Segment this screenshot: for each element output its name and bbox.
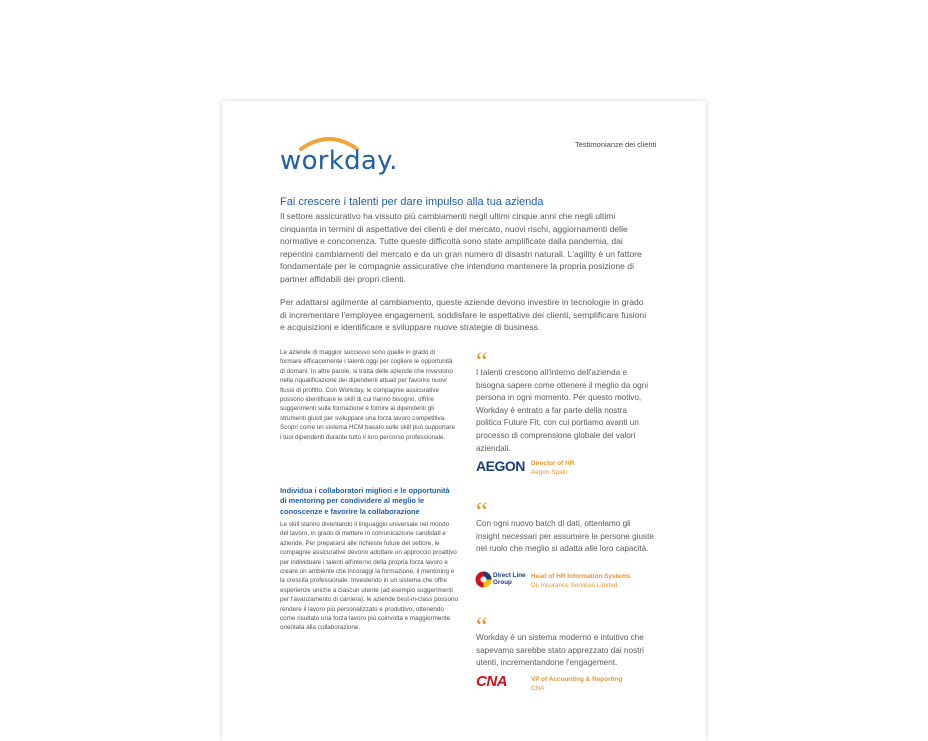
testimonial-company: Aegon Spain	[531, 469, 568, 476]
testimonial-role: VP of Accounting & Reporting	[531, 676, 623, 683]
testimonial-quote: I talenti crescono all'interno dell'azienda e bisogna sapere come ottenere il meglio da ogni persona in ogni momento. Per questo motivo, Workday è entrato a far parte della nostra politica Future Fit, con cui portiamo avanti un processo di comprensione globale dei valori aziendali.	[476, 368, 649, 453]
quote-mark-icon: “	[476, 612, 488, 641]
direct-line-logo	[493, 573, 526, 587]
quote-mark-icon: “	[476, 347, 488, 376]
testimonial-role: Head of HR Information Systems	[531, 573, 631, 580]
direct-line-logo-icon	[475, 571, 492, 588]
testimonial-attribution	[531, 459, 574, 477]
intro-paragraph-1: Il settore assicurativo ha vissuto più cambiamenti negli ultimi cinque anni che negli ultimi cinquanta in termini di aspettative dei clienti e del mercato, nuovi rischi, aggiornamenti delle normative e concorrenza. Tutte queste difficoltà sono state amplificate dalla pandemia, dai repentini cambiamenti del mercato e da un gran numero di disastri naturali. L'agility è un fattore fondamentale per le compagnie assicurative che intendono mantenere la propria posizione di partner affidabili dei propri clienti.	[280, 211, 642, 284]
left-column-paragraph-2: Le skill stanno diventando il linguaggio universale nel mondo del lavoro, in grado di mettere in comunicazione candidati e aziende. Per prepararsi alle richieste future del settore, le compagnie assicurative devono adottare un approccio proattivo per individuare i talenti all'interno della propria forza lavoro e creare un ambiente che incoraggi la formazione, il mentoring e la crescita professionale. Investendo in un sistema che offre esperienze uniche a ciascun utente (ad esempio suggerimenti per l'avanzamento di carriera), le aziende best-in-class possono rendere il lavoro più personalizzato e produttivo, ottenendo come risultato una forza lavoro più coinvolta e maggiormente orientata alla collaborazione.	[280, 521, 458, 632]
direct-line-logo-text: Direct Line	[493, 572, 526, 579]
quote-mark-icon: “	[476, 497, 488, 526]
cna-logo: CNA	[476, 673, 507, 690]
direct-line-logo-group: Group	[493, 578, 512, 586]
left-column-subtitle: Individua i collaboratori migliori e le opportunità di mentoring per condividere al meglio le conoscenze e favorire la collaborazione	[280, 486, 450, 516]
page-title: Fai crescere i talenti per dare impulso alla tua azienda	[280, 196, 544, 208]
testimonial-company: CNA	[531, 685, 545, 692]
aegon-logo: AEGON	[476, 458, 525, 474]
testimonial-quote: Workday è un sistema moderno e intuitivo che sapevamo sarebbe stato apprezzato dai nostri utenti, incrementandone l'engagement.	[476, 633, 644, 668]
testimonial-role: Director of HR	[531, 460, 575, 467]
left-column-paragraph-1: Le aziende di maggior successo sono quelle in grado di formare efficacemente i talenti oggi per cogliere le opportunità di domani. In altre parole, si tratta delle aziende che investono nella riqualificazione dei dipendenti attuali per favorire nuovi flussi di profitto. Con Workday, le compagnie assicurative possono identificare le skill di cui hanno bisogno, offrire suggerimenti sulla formazione e fornire ai dipendenti gli strumenti giusti per sviluppare una forza lavoro competitiva. Scopri come un sistema HCM basato sulle skill può supportare i tuoi dipendenti durante tutto il loro percorso professionale.	[280, 349, 455, 441]
testimonial-company: DL Insurance Services Limited	[531, 582, 618, 589]
testimonial-quote: Con ogni nuovo batch di dati, otteniamo gli insight necessari per assumere le persone giuste nel ruolo che meglio si adatta alle loro capacità.	[476, 519, 654, 554]
workday-logo: workday.	[280, 146, 398, 176]
testimonial-attribution	[531, 675, 622, 693]
intro-paragraph-2: Per adattarsi agilmente al cambiamento, queste aziende devono investire in tecnologie in grado di incrementare l'employee engagement, soddisfare le aspettative dei clienti, semplificare fusioni e acquisizioni e identificare e sviluppare nuove strategie di business.	[280, 297, 647, 333]
document-tag: Testimonianze dei clienti	[575, 140, 657, 149]
testimonial-attribution	[531, 572, 630, 590]
